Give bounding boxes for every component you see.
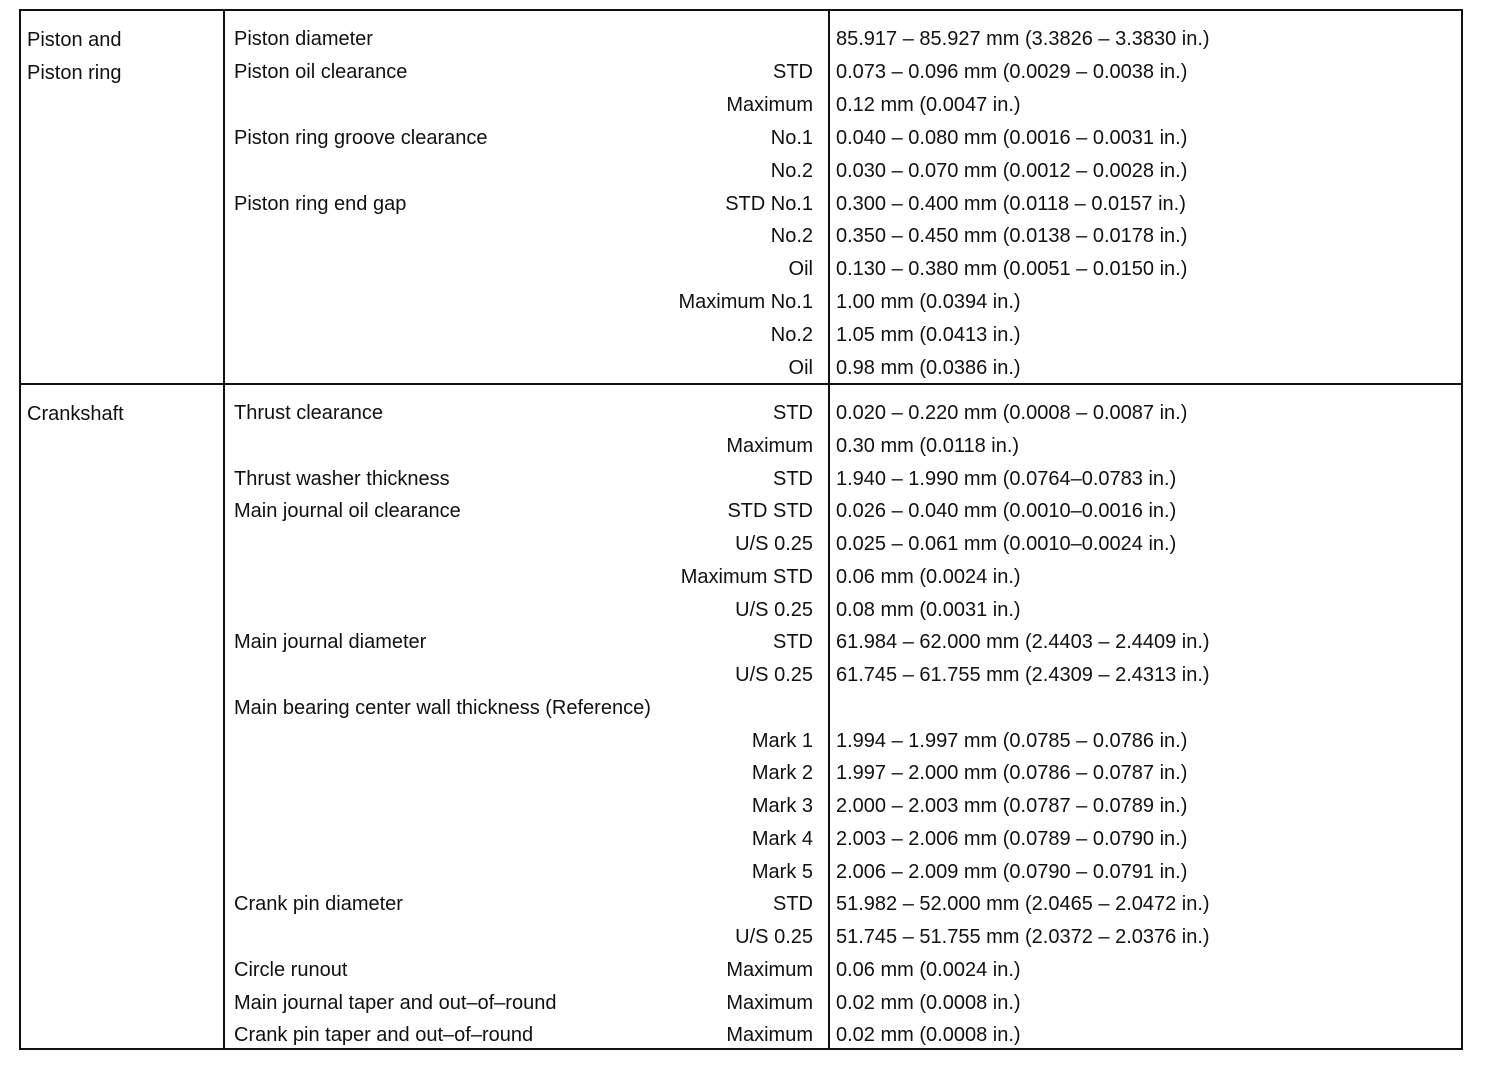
- spec-row: [21, 495, 1461, 528]
- condition-label: STD No.1: [725, 192, 813, 215]
- spec-value: 0.130 – 0.380 mm (0.0051 – 0.0150 in.): [836, 258, 1188, 281]
- spec-row: [21, 220, 1461, 253]
- spec-row: [21, 430, 1461, 463]
- item-label: Piston oil clearance: [234, 60, 408, 83]
- section-piston: [21, 11, 1461, 383]
- condition-label: STD: [773, 60, 813, 83]
- condition-label: STD: [773, 402, 813, 424]
- spec-value: 2.006 – 2.009 mm (0.0790 – 0.0791 in.): [836, 860, 1188, 883]
- spec-row: [21, 397, 1461, 430]
- condition-label: Oil: [788, 357, 813, 379]
- spec-row: [21, 626, 1461, 659]
- spec-row: [21, 692, 1461, 725]
- spec-value: 51.982 – 52.000 mm (2.0465 – 2.0472 in.): [836, 893, 1210, 916]
- section-crankshaft: [21, 383, 1461, 1050]
- condition-label: Maximum STD: [680, 565, 813, 588]
- condition-label: STD: [773, 893, 813, 916]
- item-label: Piston ring groove clearance: [234, 126, 488, 149]
- spec-value: 1.940 – 1.990 mm (0.0764–0.0783 in.): [836, 467, 1177, 490]
- condition-label: STD: [773, 631, 813, 654]
- spec-value: 51.745 – 51.755 mm (2.0372 – 2.0376 in.): [836, 926, 1210, 948]
- spec-value: 0.073 – 0.096 mm (0.0029 – 0.0038 in.): [836, 60, 1188, 83]
- spec-value: 0.08 mm (0.0031 in.): [836, 598, 1021, 621]
- spec-row: [21, 253, 1461, 286]
- spec-row: [21, 528, 1461, 561]
- spec-row: [21, 659, 1461, 692]
- spec-value: 0.030 – 0.070 mm (0.0012 – 0.0028 in.): [836, 159, 1188, 182]
- condition-label: No.2: [770, 159, 813, 182]
- condition-label: STD: [773, 467, 813, 490]
- spec-value: 0.040 – 0.080 mm (0.0016 – 0.0031 in.): [836, 126, 1188, 149]
- item-label: Piston diameter: [234, 28, 373, 50]
- spec-value: 0.026 – 0.040 mm (0.0010–0.0016 in.): [836, 500, 1177, 523]
- condition-label: Maximum: [726, 93, 813, 116]
- item-label: Main journal diameter: [234, 631, 427, 654]
- spec-value: 0.02 mm (0.0008 in.): [836, 991, 1021, 1014]
- item-label: Circle runout: [234, 958, 348, 981]
- spec-row: [21, 790, 1461, 823]
- spec-row: [21, 954, 1461, 987]
- condition-label: Maximum: [726, 991, 813, 1014]
- item-label: Piston ring end gap: [234, 192, 407, 215]
- condition-label: U/S 0.25: [735, 533, 813, 555]
- spec-row: [21, 1019, 1461, 1052]
- spec-row: [21, 122, 1461, 155]
- spec-row: [21, 286, 1461, 319]
- spec-value: 0.06 mm (0.0024 in.): [836, 565, 1021, 588]
- spec-row: [21, 856, 1461, 889]
- spec-value: 61.745 – 61.755 mm (2.4309 – 2.4313 in.): [836, 664, 1210, 686]
- spec-row: [21, 823, 1461, 856]
- condition-label: No.2: [770, 324, 813, 347]
- spec-value: 1.997 – 2.000 mm (0.0786 – 0.0787 in.): [836, 762, 1188, 785]
- condition-label: No.2: [770, 225, 813, 248]
- spec-row: [21, 352, 1461, 385]
- spec-value: 0.12 mm (0.0047 in.): [836, 93, 1021, 116]
- spec-table: [19, 9, 1463, 1050]
- spec-value: 1.00 mm (0.0394 in.): [836, 291, 1021, 314]
- item-label: Crank pin diameter: [234, 893, 403, 916]
- spec-value: 0.30 mm (0.0118 in.): [836, 434, 1020, 457]
- spec-row: [21, 561, 1461, 594]
- spec-row: [21, 921, 1461, 954]
- category-line: Crankshaft: [27, 403, 124, 425]
- condition-label: Mark 5: [751, 860, 813, 883]
- spec-row: [21, 319, 1461, 352]
- spec-value: 61.984 – 62.000 mm (2.4403 – 2.4409 in.): [836, 631, 1210, 654]
- spec-value: 1.994 – 1.997 mm (0.0785 – 0.0786 in.): [836, 729, 1188, 752]
- spec-row: [21, 725, 1461, 758]
- spec-row: [21, 188, 1461, 221]
- condition-label: Oil: [788, 258, 813, 281]
- condition-label: Maximum No.1: [678, 291, 813, 314]
- condition-label: Mark 2: [751, 762, 813, 785]
- condition-label: No.1: [770, 126, 813, 149]
- item-label: Main bearing center wall thickness (Reference): [234, 696, 651, 719]
- item-label: Thrust clearance: [234, 402, 383, 424]
- spec-value: 0.300 – 0.400 mm (0.0118 – 0.0157 in.): [836, 192, 1186, 215]
- spec-row: [21, 463, 1461, 496]
- spec-row: [21, 987, 1461, 1020]
- condition-label: STD STD: [727, 500, 813, 523]
- condition-label: Mark 3: [751, 795, 813, 817]
- item-label: Main journal oil clearance: [234, 500, 461, 523]
- spec-value: 2.000 – 2.003 mm (0.0787 – 0.0789 in.): [836, 795, 1188, 817]
- spec-value: 0.98 mm (0.0386 in.): [836, 357, 1021, 379]
- spec-row: [21, 155, 1461, 188]
- spec-row: [21, 23, 1461, 56]
- condition-label: Mark 1: [751, 729, 813, 752]
- item-label: Main journal taper and out–of–round: [234, 991, 557, 1014]
- condition-label: U/S 0.25: [735, 598, 813, 621]
- spec-value: 1.05 mm (0.0413 in.): [836, 324, 1021, 347]
- spec-value: 0.025 – 0.061 mm (0.0010–0.0024 in.): [836, 533, 1177, 555]
- condition-label: Maximum: [726, 434, 813, 457]
- spec-value: 0.02 mm (0.0008 in.): [836, 1024, 1021, 1047]
- spec-row: [21, 56, 1461, 89]
- spec-value: 0.06 mm (0.0024 in.): [836, 958, 1021, 981]
- spec-row: [21, 594, 1461, 627]
- condition-label: Mark 4: [751, 827, 813, 850]
- item-label: Thrust washer thickness: [234, 467, 450, 490]
- spec-row: [21, 888, 1461, 921]
- spec-row: [21, 89, 1461, 122]
- category-line: Piston ring: [27, 62, 122, 84]
- condition-label: U/S 0.25: [735, 664, 813, 686]
- spec-value: 0.350 – 0.450 mm (0.0138 – 0.0178 in.): [836, 225, 1188, 248]
- spec-value: 2.003 – 2.006 mm (0.0789 – 0.0790 in.): [836, 827, 1188, 850]
- condition-label: Maximum: [726, 958, 813, 981]
- condition-label: Maximum: [726, 1024, 813, 1047]
- condition-label: U/S 0.25: [735, 926, 813, 948]
- category-line: Piston and: [27, 29, 122, 51]
- spec-value: 0.020 – 0.220 mm (0.0008 – 0.0087 in.): [836, 402, 1188, 424]
- item-label: Crank pin taper and out–of–round: [234, 1024, 534, 1047]
- spec-value: 85.917 – 85.927 mm (3.3826 – 3.3830 in.): [836, 28, 1210, 50]
- spec-row: [21, 757, 1461, 790]
